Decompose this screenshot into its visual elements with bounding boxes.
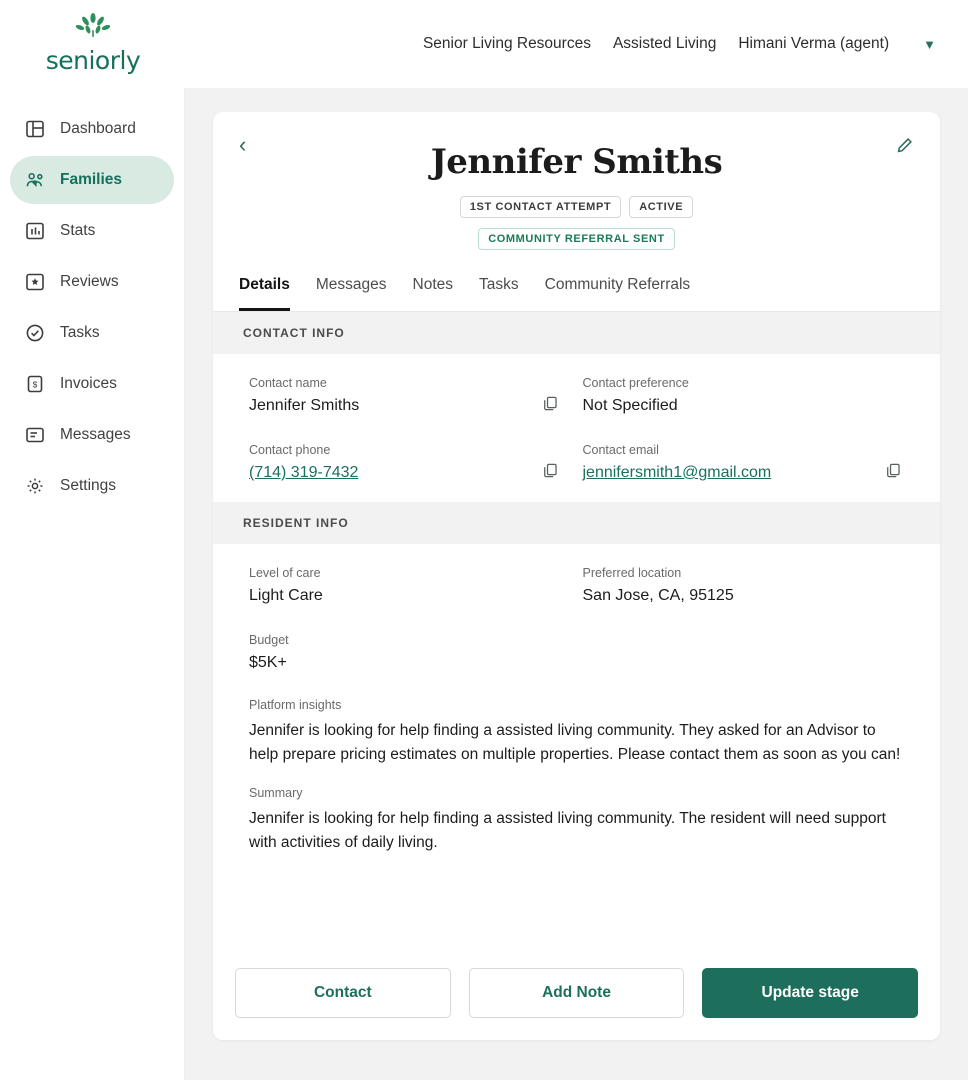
- field-contact-phone: [243, 421, 577, 488]
- reviews-star-icon: [24, 271, 46, 293]
- detail-header: [213, 112, 940, 254]
- seniorly-logo[interactable]: [28, 13, 158, 75]
- tab-community-referrals[interactable]: Community Referrals: [544, 276, 691, 293]
- gear-icon: [24, 475, 46, 497]
- sidebar-item-families[interactable]: [10, 156, 174, 204]
- tab-details[interactable]: Details: [239, 276, 290, 311]
- field-label: Contact name: [249, 376, 327, 390]
- sidebar: [0, 88, 185, 1080]
- contact-email-link[interactable]: jennifersmith1@gmail.com: [582, 464, 772, 481]
- sidebar-item-label: Tasks: [60, 324, 100, 341]
- detail-action-bar: [213, 952, 940, 1040]
- sidebar-item-tasks[interactable]: [10, 309, 174, 357]
- contact-button[interactable]: Contact: [235, 968, 451, 1018]
- sidebar-item-stats[interactable]: [10, 207, 174, 255]
- sidebar-item-invoices[interactable]: [10, 360, 174, 408]
- status-badge: COMMUNITY REFERRAL SENT: [478, 228, 675, 250]
- update-stage-button[interactable]: Update stage: [702, 968, 918, 1018]
- status-badge-row-secondary: [237, 228, 916, 254]
- copy-icon[interactable]: [542, 395, 559, 417]
- field-label: Preferred location: [582, 566, 682, 580]
- sidebar-item-settings[interactable]: [10, 462, 174, 510]
- field-label: Contact email: [582, 443, 659, 457]
- tab-notes[interactable]: Notes: [412, 276, 453, 293]
- field-contact-preference: [577, 354, 911, 421]
- status-badge-row: [237, 196, 916, 222]
- platform-insights-text: Jennifer is looking for help finding a assisted living community. They asked for an Advisor to help prepare pricing estimates on multiple properties. Please contact them as soon as you can!: [249, 722, 901, 763]
- field-label: Level of care: [249, 566, 321, 580]
- sidebar-item-label: Reviews: [60, 273, 119, 290]
- top-navigation: [423, 35, 944, 53]
- tab-tasks[interactable]: Tasks: [479, 276, 519, 293]
- tab-messages[interactable]: Messages: [315, 276, 387, 293]
- field-value: Jennifer Smiths: [249, 397, 360, 414]
- svg-text:$: $: [32, 379, 38, 390]
- sidebar-item-label: Stats: [60, 222, 96, 239]
- nav-link-assisted-living[interactable]: Assisted Living: [612, 35, 717, 52]
- field-label: Summary: [249, 786, 303, 801]
- top-header: [0, 0, 968, 88]
- dashboard-icon: [24, 118, 46, 140]
- sidebar-item-label: Messages: [60, 426, 131, 443]
- nav-link-account[interactable]: Himani Verma (agent): [738, 35, 890, 52]
- resident-info-section: [213, 544, 940, 854]
- sidebar-item-label: Families: [60, 171, 123, 188]
- summary-text: Jennifer is looking for help finding a assisted living community. The resident will need support with activities of daily living.: [249, 810, 886, 851]
- field-label: Budget: [249, 633, 289, 647]
- add-note-button[interactable]: Add Note: [469, 968, 685, 1018]
- logo-wordmark: seniorly: [45, 46, 141, 75]
- field-label: Contact preference: [582, 376, 689, 390]
- detail-tabs: [213, 254, 940, 312]
- field-label: Contact phone: [249, 443, 331, 457]
- sidebar-item-dashboard[interactable]: [10, 105, 174, 153]
- contact-info-section: [213, 354, 940, 502]
- resident-info-heading: RESIDENT INFO: [213, 502, 940, 544]
- chevron-down-icon[interactable]: ▼: [923, 36, 936, 52]
- back-arrow-icon[interactable]: ‹: [239, 132, 247, 157]
- edit-pencil-icon[interactable]: [895, 136, 914, 160]
- sidebar-item-messages[interactable]: [10, 411, 174, 459]
- field-preferred-location: [577, 544, 911, 611]
- contact-phone-link[interactable]: (714) 319-7432: [249, 464, 359, 481]
- field-value: $5K+: [249, 654, 287, 671]
- status-badge: 1ST CONTACT ATTEMPT: [460, 196, 621, 218]
- seniorly-leaf-icon: [75, 13, 111, 44]
- field-summary: [243, 766, 910, 854]
- stats-icon: [24, 220, 46, 242]
- sidebar-item-label: Invoices: [60, 375, 117, 392]
- field-value: San Jose, CA, 95125: [582, 587, 734, 604]
- field-contact-name: [243, 354, 577, 421]
- sidebar-item-label: Settings: [60, 477, 117, 494]
- detail-scroll-area[interactable]: [213, 312, 940, 892]
- field-level-of-care: [243, 544, 577, 611]
- copy-icon[interactable]: [885, 462, 902, 484]
- field-platform-insights: [243, 678, 910, 766]
- field-label: Platform insights: [249, 698, 342, 712]
- family-detail-card: [213, 112, 940, 1040]
- field-contact-email: [577, 421, 911, 488]
- invoices-icon: [24, 373, 46, 395]
- scroll-fade-overlay: [213, 892, 940, 934]
- sidebar-item-reviews[interactable]: [10, 258, 174, 306]
- status-badge: ACTIVE: [629, 196, 693, 218]
- copy-icon[interactable]: [542, 462, 559, 484]
- field-value: Light Care: [249, 587, 323, 604]
- field-value: Not Specified: [582, 397, 678, 414]
- families-icon: [24, 169, 46, 191]
- tasks-check-icon: [24, 322, 46, 344]
- sidebar-item-label: Dashboard: [60, 120, 136, 137]
- contact-info-heading: CONTACT INFO: [213, 312, 940, 354]
- page-title: Jennifer Smiths: [430, 142, 723, 182]
- nav-link-senior-living-resources[interactable]: Senior Living Resources: [422, 35, 591, 52]
- main-content: [185, 88, 968, 1080]
- messages-icon: [24, 424, 46, 446]
- field-budget: [243, 611, 577, 678]
